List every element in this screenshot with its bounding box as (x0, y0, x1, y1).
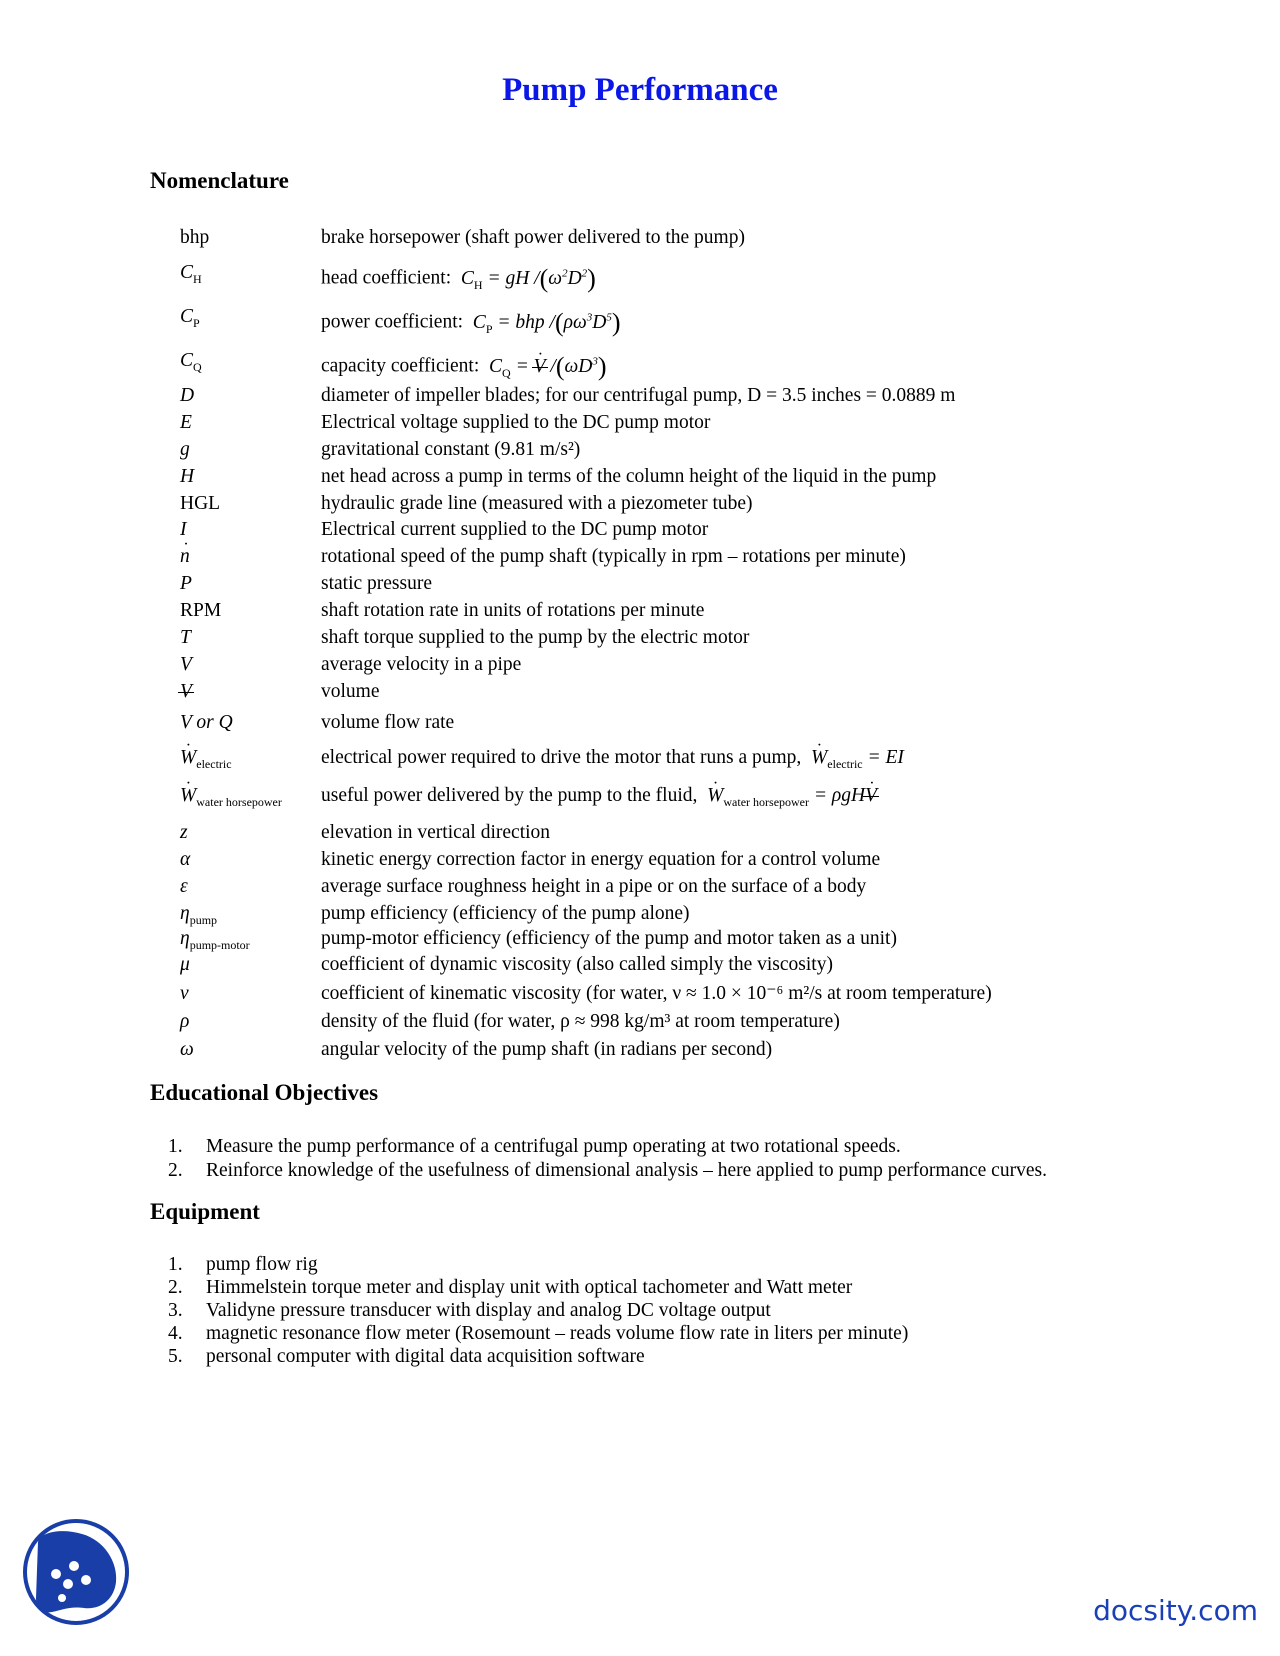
list-number: 1. (168, 1136, 183, 1157)
definition: net head across a pump in terms of the column height of the liquid in the pump (321, 466, 937, 487)
nomenclature-row (180, 821, 1080, 845)
nomenclature-row (180, 349, 1080, 384)
list-item (168, 1159, 1047, 1183)
definition: coefficient of kinematic viscosity (for water, ν ≈ 1.0 × 10⁻⁶ m²/s at room temperature) (321, 983, 992, 1004)
definition: volume flow rate (321, 712, 455, 733)
definition: elevation in vertical direction (321, 822, 551, 843)
nomenclature-row (180, 384, 1080, 408)
definition: capacity coefficient: $C_Q$ = · V $/(\omega D^3)$ (321, 349, 1080, 384)
definition: Electrical voltage supplied to the DC pump motor (321, 412, 711, 433)
definition: hydraulic grade line (measured with a piezometer tube) (321, 493, 753, 514)
symbol: ρ (180, 1011, 190, 1032)
nomenclature-row (180, 1038, 1080, 1062)
list-number: 5. (168, 1346, 183, 1367)
list-item (168, 1253, 318, 1277)
nomenclature-row (180, 226, 1080, 250)
definition: pump efficiency (efficiency of the pump alone) (321, 903, 690, 924)
symbol: ω (180, 1039, 194, 1060)
nomenclature-row (180, 305, 1080, 340)
list-item (168, 1345, 645, 1369)
list-number: 4. (168, 1323, 183, 1344)
symbol: V (180, 654, 192, 675)
nomenclature-row (180, 599, 1080, 623)
objectives-heading: Educational Objectives (150, 1080, 379, 1105)
list-text: personal computer with digital data acquisition software (206, 1346, 645, 1367)
nomenclature-row (180, 465, 1080, 489)
definition: density of the fluid (for water, ρ ≈ 998 kg/m³ at room temperature) (321, 1011, 840, 1032)
symbol: T (180, 627, 191, 648)
nomenclature-heading: Nomenclature (150, 168, 289, 193)
list-text: Validyne pressure transducer with display and analog DC voltage output (206, 1300, 771, 1321)
definition: coefficient of dynamic viscosity (also called simply the viscosity) (321, 954, 833, 975)
nomenclature-row (180, 982, 1080, 1006)
nomenclature-row (180, 680, 1080, 704)
definition: gravitational constant (9.81 m/s²) (321, 439, 581, 460)
definition: kinetic energy correction factor in energy equation for a control volume (321, 849, 881, 870)
nomenclature-row (180, 711, 1080, 735)
nomenclature-row (180, 746, 1080, 776)
head-coefficient-formula: $C_H$ = gH $/(\omega^2D^2)$ (456, 263, 596, 293)
symbol: P (180, 573, 192, 594)
symbol: D (180, 385, 195, 406)
nomenclature-row (180, 1010, 1080, 1034)
list-number: 2. (168, 1160, 183, 1181)
symbol: μ (180, 954, 190, 975)
page-title: Pump Performance (502, 72, 778, 108)
definition: average surface roughness height in a pipe or on the surface of a body (321, 876, 867, 897)
definition: rotational speed of the pump shaft (typically in rpm – rotations per minute) (321, 546, 906, 567)
list-item (168, 1322, 908, 1346)
definition: static pressure (321, 573, 433, 594)
nomenclature-row (180, 438, 1080, 462)
nomenclature-row (180, 626, 1080, 650)
nomenclature-row (180, 784, 1080, 814)
definition: pump-motor efficiency (efficiency of the pump and motor taken as a unit) (321, 928, 897, 949)
water-horsepower-formula: · $W_{water horsepower} = \rho gH\cdot V$ (702, 785, 877, 806)
nomenclature-row (180, 572, 1080, 596)
symbol: g (180, 439, 190, 460)
symbol: I (180, 519, 187, 540)
definition: diameter of impeller blades; for our centrifugal pump, D = 3.5 inches = 0.0889 m (321, 385, 956, 406)
list-item (168, 1299, 771, 1323)
symbol: z (180, 822, 188, 843)
symbol: RPM (180, 600, 222, 621)
nomenclature-row (180, 492, 1080, 516)
symbol: ν (180, 983, 189, 1004)
electric-power-formula: · $W_{electric}$ = EI (806, 747, 904, 768)
definition: average velocity in a pipe (321, 654, 522, 675)
capacity-coefficient-formula: $C_Q$ = · V $/(\omega D^3)$ (484, 356, 606, 377)
symbol: · $W_{water horsepower}$ (180, 784, 321, 814)
symbol: V (180, 681, 192, 702)
list-text: pump flow rig (206, 1254, 318, 1275)
docsity-link[interactable]: docsity.com (1093, 1594, 1258, 1627)
definition: angular velocity of the pump shaft (in radians per second) (321, 1039, 773, 1060)
symbol: E (180, 412, 192, 433)
symbol: · $W_{electric}$ (180, 746, 321, 776)
symbol: H (180, 466, 195, 487)
definition: electrical power required to drive the motor that runs a pump, · $W_{electric}$ = EI (321, 746, 1080, 776)
symbol: $C_Q$ (180, 350, 202, 374)
definition: head coefficient: $C_H$ = gH $/(\omega^2D^2)$ (321, 263, 596, 293)
list-text: Measure the pump performance of a centrifugal pump operating at two rotational speeds. (206, 1136, 901, 1157)
definition: power coefficient: $C_P$ = bhp $/(\rho\omega^3D^5)$ (321, 307, 621, 337)
nomenclature-row (180, 848, 1080, 872)
symbol: $C_H$ (180, 262, 202, 286)
power-coefficient-formula: $C_P$ = bhp $/(\rho\omega^3D^5)$ (467, 307, 621, 337)
nomenclature-row (180, 518, 1080, 542)
nomenclature-row (180, 545, 1080, 569)
list-text: magnetic resonance flow meter (Rosemount – reads volume flow rate in liters per minute) (206, 1323, 909, 1344)
nomenclature-row (180, 411, 1080, 435)
list-item (168, 1135, 901, 1159)
list-number: 3. (168, 1300, 183, 1321)
list-number: 1. (168, 1254, 183, 1275)
definition: brake horsepower (shaft power delivered to the pump) (321, 227, 745, 248)
nomenclature-row (180, 953, 1080, 977)
symbol: ε (180, 876, 188, 897)
equipment-heading: Equipment (150, 1199, 260, 1224)
list-text: Reinforce knowledge of the usefulness of dimensional analysis – here applied to pump performance curves. (206, 1160, 1047, 1181)
docsity-logo-icon[interactable] (22, 1518, 130, 1626)
nomenclature-row (180, 261, 1080, 296)
definition: volume (321, 681, 380, 702)
definition: shaft torque supplied to the pump by the electric motor (321, 627, 750, 648)
symbol: V or Q (180, 712, 233, 733)
definition: Electrical current supplied to the DC pump motor (321, 519, 709, 540)
symbol: bhp (180, 227, 210, 248)
symbol: $\eta_{pump}$ (180, 903, 218, 927)
list-item (168, 1276, 852, 1300)
nomenclature-row (180, 875, 1080, 899)
symbol: HGL (180, 493, 221, 514)
symbol: · n (180, 545, 321, 569)
symbol: $\eta_{pump-motor}$ (180, 928, 250, 952)
symbol: α (180, 849, 191, 870)
nomenclature-row (180, 653, 1080, 677)
list-number: 2. (168, 1277, 183, 1298)
symbol: $C_P$ (180, 306, 200, 330)
list-text: Himmelstein torque meter and display unit with optical tachometer and Watt meter (206, 1277, 853, 1298)
definition: shaft rotation rate in units of rotations per minute (321, 600, 705, 621)
definition: useful power delivered by the pump to the fluid, · $W_{water horsepower} = \rho gH\cdot V$ (321, 784, 1080, 814)
